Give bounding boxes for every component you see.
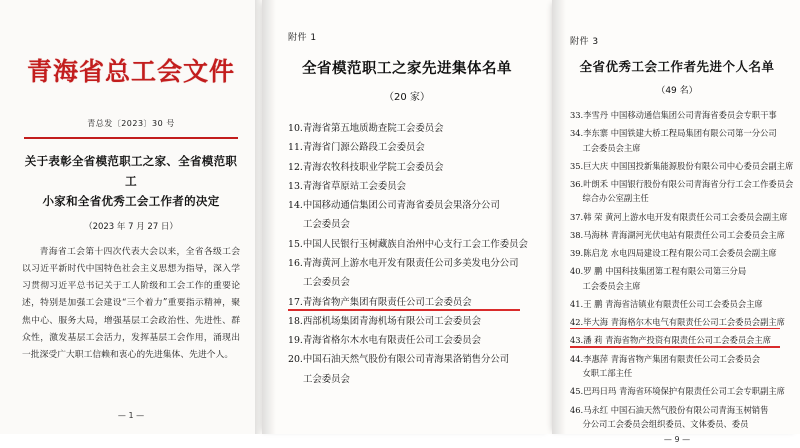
list-item: 11.青海省门源公路段工会委员会 — [288, 142, 425, 154]
list-item — [570, 177, 794, 206]
list-item-line: 43.潘 莉 青海省物产投资有限责任公司工会委员会主席 — [570, 333, 784, 347]
body-paragraph: 青海省工会第十四次代表大会以来，全省各级工会以习近平新时代中国特色社会主义思想为指导，深入学习贯彻习近平总书记关于工人阶级和工会工作的重要论述，特别是加强工会建设“三个着力”重要指示精神，聚焦中心、服务大局，增强基层工会政治性、先进性、群众性，激发基层工会活力，发挥基层工会作用，涌现出一批深受广大职工信赖和衷心的先进集体、先进个人。 — [22, 246, 240, 360]
document-body — [22, 244, 240, 371]
page-fold-shadow — [262, 0, 276, 434]
list-item-line: 35.巨大庆 中国国投新集能源股份有限公司中心委员会副主席 — [570, 160, 794, 171]
document-title-line2: 小家和全省优秀工会工作者的决定 — [42, 193, 220, 208]
list-item-line: 40.罗 鹏 中国科技集团第工程有限公司第三分局 — [570, 266, 747, 277]
list-item — [570, 297, 784, 311]
list-item — [570, 126, 784, 155]
list-item: 20.中国石油天然气股份有限公司青海果洛销售分公司 — [288, 354, 510, 366]
list-item — [570, 352, 784, 381]
list-item: 13.青海省草原站工会委员会 — [288, 180, 407, 192]
list-item-line: 45.巴玛日玛 青海省环境保护有限责任公司工会专职副主席 — [570, 386, 785, 397]
list-item: 15.中国人民银行玉树藏族自治州中心支行工会工作委员会 — [288, 238, 528, 250]
list-item: 工会委员会 — [303, 277, 350, 289]
attachment-label-right: 附件 3 — [570, 37, 599, 47]
document-title-line1: 关于表彰全省模范职工之家、全省模范职工 — [24, 153, 238, 188]
list-item-line: 33.李雪丹 中国移动通信集团公司青海省委员会专职干事 — [570, 110, 777, 120]
list-item-line: 34.李东寨 中国铁建大桥工程局集团有限公司第一分公司 — [570, 128, 777, 139]
list-item-line: 工会委员会主席 — [582, 280, 641, 291]
list-item-line: 41.王 鹏 青海省洁镇业有限责任公司工会委员会主席 — [570, 298, 763, 309]
document-number: 青总发〔2023〕30 号 — [87, 119, 175, 128]
list-subtitle: （20 家） — [384, 92, 430, 103]
list-item: 19.青海省格尔木水电有限责任公司工会委员会 — [288, 335, 482, 347]
list-item-line: 39.陈启龙 水电四局建设工程有限公司工会委员会副主席 — [570, 248, 777, 259]
page-fold-shadow-right — [552, 0, 566, 434]
list-item: 18.西部机场集团青海机场有限公司工会委员会 — [288, 315, 482, 327]
attachment-label: 附件 1 — [288, 33, 317, 43]
list-item: 工会委员会 — [303, 219, 350, 231]
list-item-line: 38.马海林 青海湖河光伏电站有限责任公司工会委员会主席 — [570, 229, 785, 240]
individual-name-list — [570, 108, 794, 435]
list-item — [570, 384, 784, 398]
list-item — [570, 315, 784, 329]
list-item-line: 女职工部主任 — [582, 367, 633, 378]
list-item — [570, 264, 784, 293]
list-item: 10.青海省第五地质勘查院工会委员会 — [288, 123, 444, 134]
list-subtitle-right: （49 名） — [656, 86, 698, 96]
right-document-sheet — [552, 0, 800, 445]
red-divider-rule — [24, 137, 238, 139]
list-item — [570, 333, 784, 347]
list-item: 16.青海黄河上游水电开发有限责任公司多美发电分公司 — [288, 257, 519, 269]
list-item-line: 46.马永红 中国石油天然气股份有限公司青海玉树销售 — [570, 404, 769, 415]
list-item — [570, 403, 784, 432]
list-item-line: 42.毕大海 青海格尔木电气有限责任公司工会委员会副主席 — [570, 315, 784, 329]
masthead-title: 青海省总工会文件 — [26, 57, 235, 86]
list-item: 12.青海农牧科技职业学院工会委员会 — [288, 161, 444, 173]
right-page-number: — 9 — — [663, 435, 691, 445]
document-date: （2023 年 7 月 27 日） — [84, 221, 178, 232]
list-item — [570, 246, 784, 260]
list-item — [570, 108, 784, 122]
list-item — [570, 210, 788, 224]
middle-document-sheet — [262, 0, 552, 434]
list-item: 工会委员会 — [303, 373, 350, 385]
left-document-sheet — [0, 0, 262, 434]
list-item — [570, 228, 784, 242]
list-title-right: 全省优秀工会工作者先进个人名单 — [579, 59, 775, 74]
list-item-line: 工会委员会主席 — [582, 142, 641, 153]
list-item — [570, 159, 794, 173]
list-item-line: 分公司工会委员会组织委员、文体委员、委员 — [582, 418, 749, 429]
list-item-line: 综合办公室副主任 — [582, 193, 649, 204]
list-item-line: 37.韩 荣 黄河上游水电开发有限责任公司工会委员会副主席 — [570, 211, 788, 222]
collective-name-list — [288, 119, 526, 389]
list-item-line: 44.李惠萍 青海省物产集团有限责任公司工会委员会 — [570, 353, 761, 364]
left-page-number: — 1 — — [117, 411, 145, 420]
list-item-line: 36.叶朗禾 中国银行股份有限公司青海省分行工会工作委员会 — [570, 179, 794, 190]
list-item: 17.青海省物产集团有限责任公司工会委员会 — [288, 293, 526, 312]
list-title: 全省模范职工之家先进集体名单 — [302, 60, 512, 77]
list-item: 14.中国移动通信集团公司青海省委员会果洛分公司 — [288, 200, 500, 212]
